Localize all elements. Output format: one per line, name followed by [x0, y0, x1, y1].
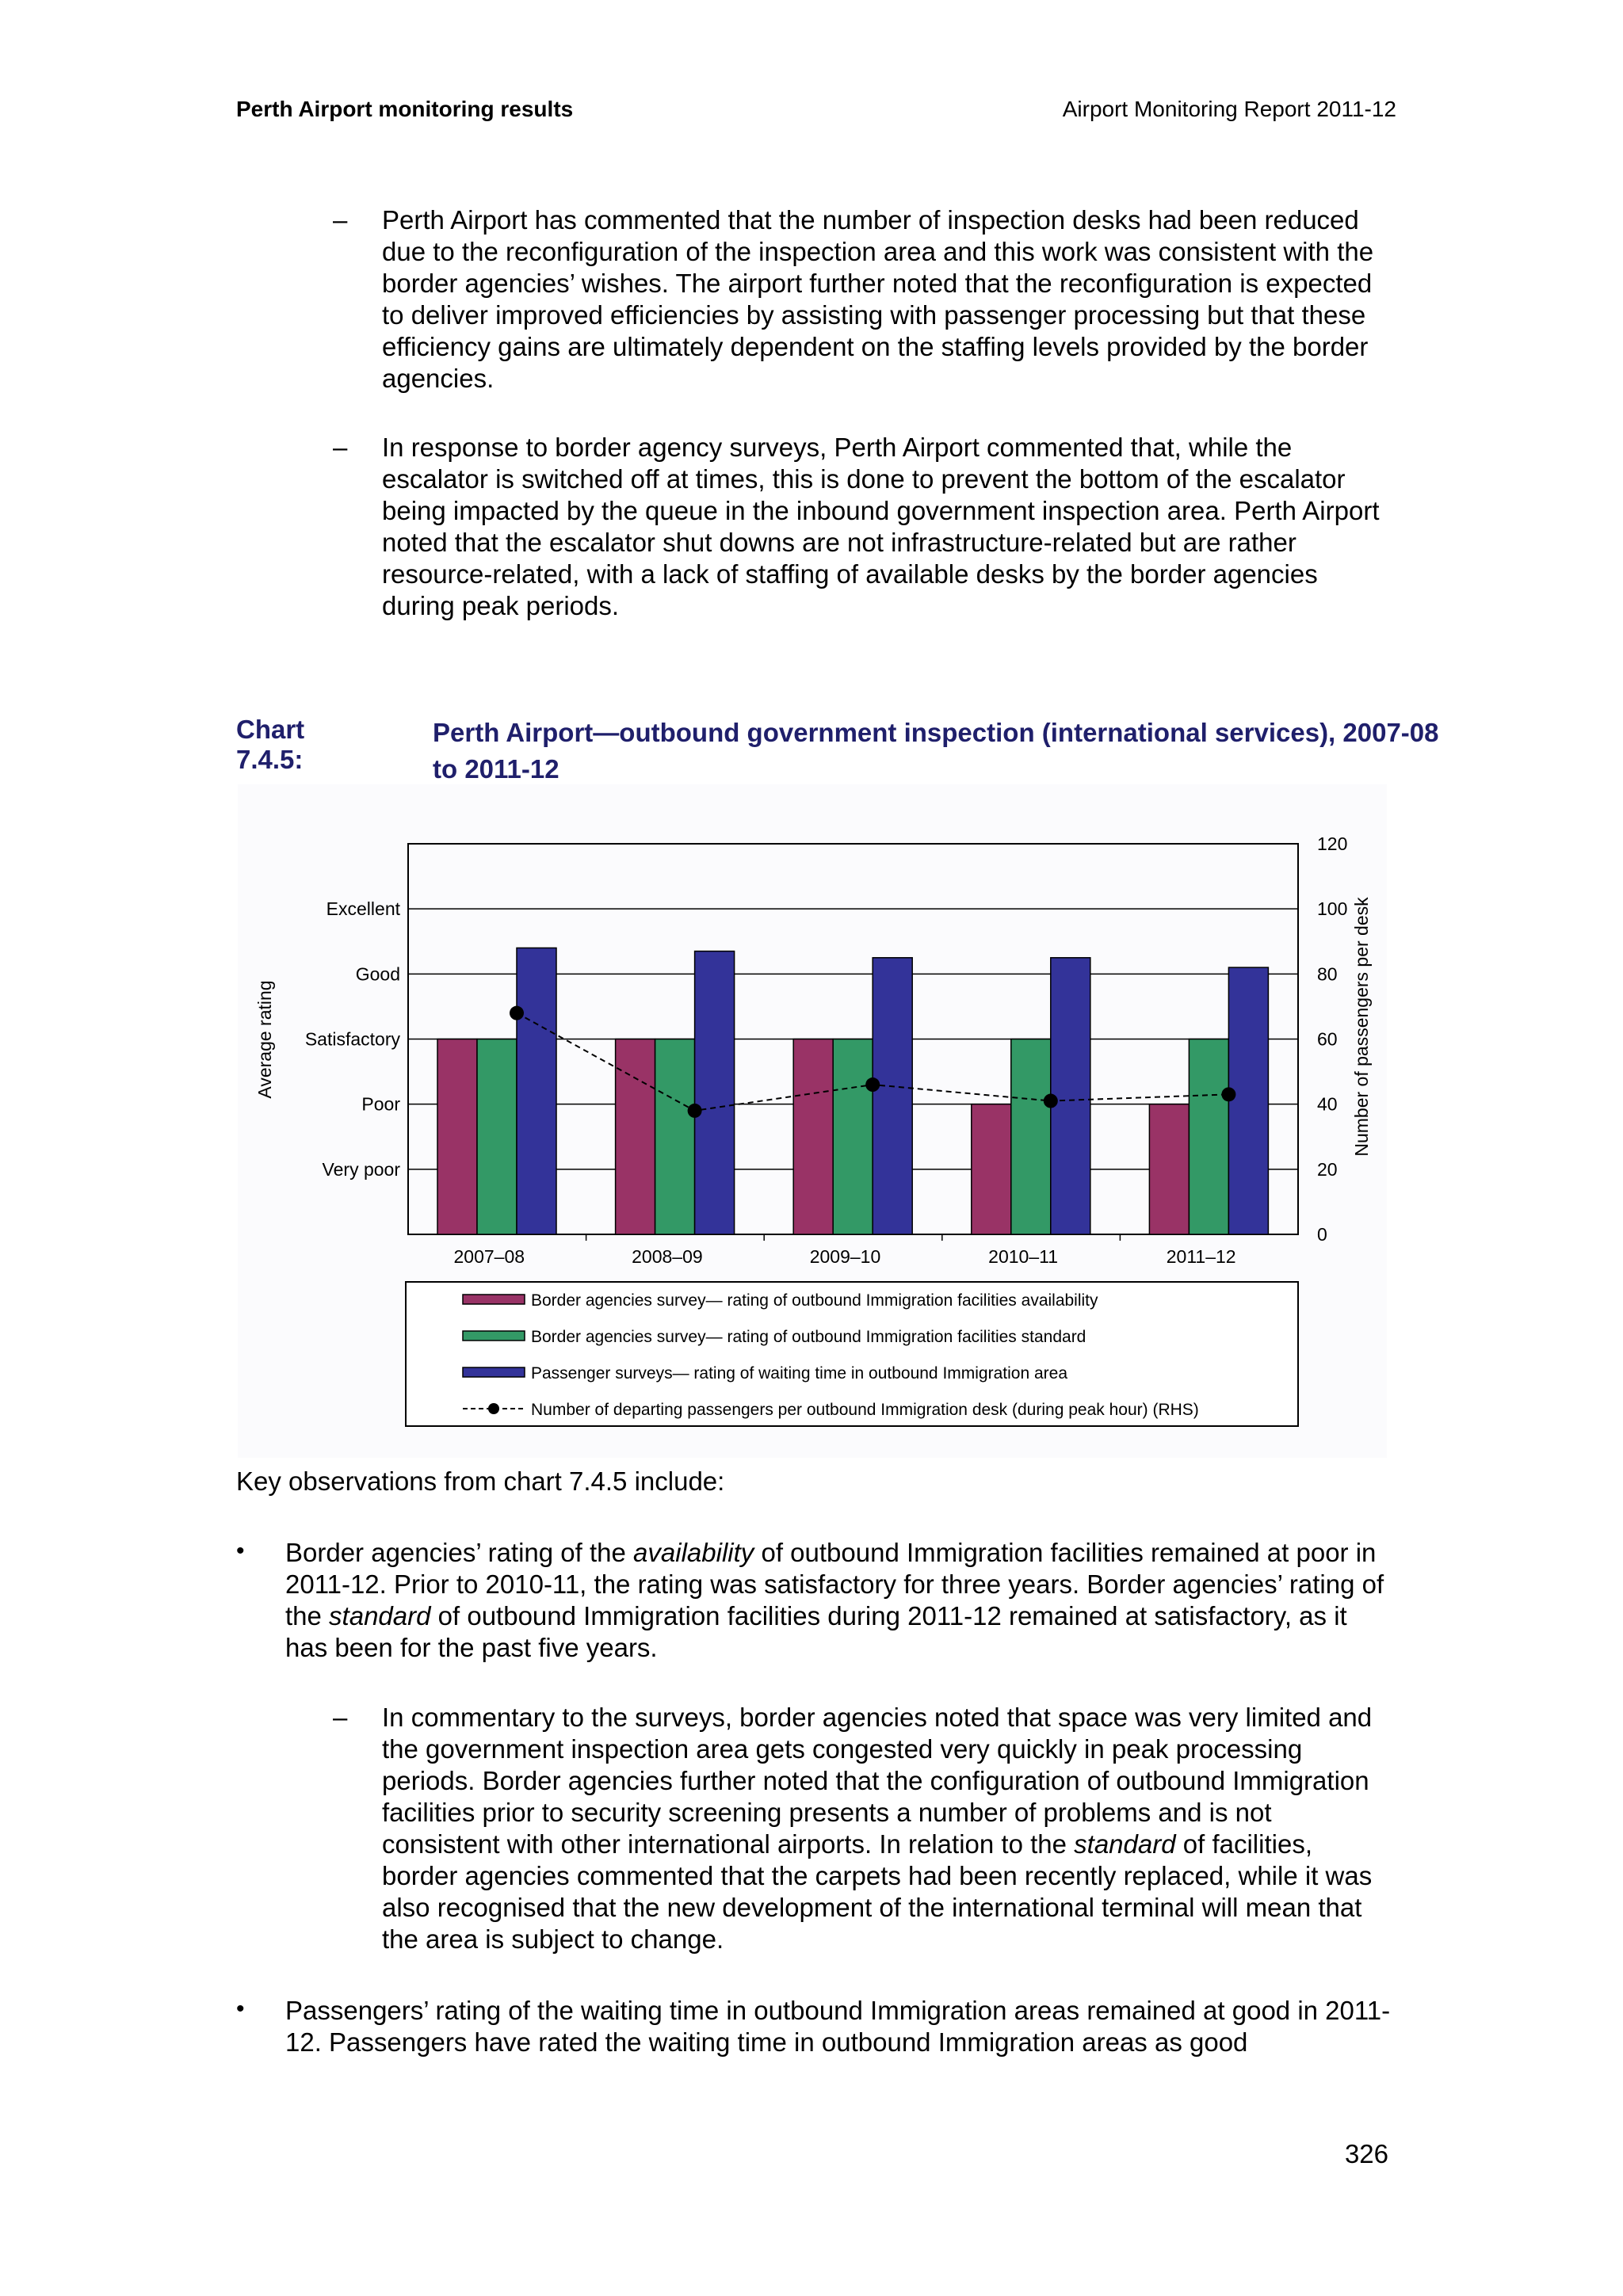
y-tick-label: Poor — [361, 1093, 400, 1115]
y2-tick-label: 40 — [1317, 1093, 1338, 1115]
y-tick-label: Very poor — [322, 1158, 400, 1180]
dash-mark: – — [333, 433, 348, 462]
y-tick-label: Good — [355, 963, 400, 985]
legend-label: Passenger surveys— rating of waiting time in outbound Immigration area — [531, 1364, 1068, 1383]
page-number: 326 — [1344, 2139, 1388, 2168]
bar-2 — [655, 1039, 695, 1235]
line-point — [1044, 1094, 1058, 1108]
bar-2 — [477, 1039, 517, 1235]
text-run: of outbound Immigration facilities during 2011-12 remained at satisfactory, as it has been for the past five years. — [285, 1601, 1347, 1662]
bullet-item-text: Passengers’ rating of the waiting time in outbound Immigration areas remained at good in 2011-12. Passengers have rated the waiting time in outbound Immigration areas as good — [285, 1996, 1391, 2057]
bar-3 — [695, 952, 735, 1234]
line-point — [865, 1077, 880, 1092]
bar-3 — [517, 948, 556, 1234]
x-tick-label: 2011–12 — [1166, 1246, 1236, 1267]
x-tick-label: 2009–10 — [809, 1246, 881, 1267]
bar-2 — [1189, 1039, 1228, 1235]
bullet-mark: • — [236, 1996, 245, 2022]
legend-swatch — [463, 1367, 525, 1377]
dash-item-text — [382, 1702, 1387, 1955]
bar-3 — [1228, 967, 1268, 1234]
dash-item-text: Perth Airport has commented that the number of inspection desks had been reduced due to the reconfiguration of the inspection area and this work was consistent with the border agencies’ wishes. The airport further noted that the reconfiguration is expected to deliver improved efficiencies by assisting with passenger processing but that these efficiency gains are ultimately dependent on the staffing levels provided by the border agencies. — [382, 205, 1374, 393]
y2-tick-label: 120 — [1317, 833, 1348, 854]
line-point — [510, 1006, 524, 1020]
bar-1 — [437, 1039, 477, 1235]
line-point — [688, 1104, 702, 1118]
y2-tick-label: 80 — [1317, 963, 1338, 985]
text-run: of outbound Immigration facilities remained at poor in 2011-12. Prior to 2010-11, the rating was satisfactory for three years. Border agencies’ rating of the — [285, 1538, 1384, 1630]
bar-3 — [873, 958, 912, 1234]
bar-1 — [616, 1039, 655, 1235]
x-tick-label: 2008–09 — [632, 1246, 703, 1267]
legend-swatch — [463, 1331, 525, 1341]
emphasis-availability: availability — [633, 1538, 754, 1567]
dash-item-text: In response to border agency surveys, Perth Airport commented that, while the escalator is switched off at times, this is done to prevent the bottom of the escalator being impacted by the queue in the inbound government inspection area. Perth Airport noted that the escalator shut downs are not infrastructure-related but are rather resource-related, with a lack of staffing of available desks by the border agencies during peak periods. — [382, 433, 1380, 620]
legend-label: Border agencies survey— rating of outbound Immigration facilities availability — [531, 1291, 1098, 1310]
bar-2 — [833, 1039, 873, 1235]
key-observations-intro: Key observations from chart 7.4.5 include: — [236, 1466, 725, 1496]
y-tick-label: Satisfactory — [304, 1028, 400, 1050]
bar-1 — [793, 1039, 833, 1235]
y2-tick-label: 100 — [1317, 898, 1348, 920]
bullet-item-1 — [236, 1537, 1393, 1664]
legend-label: Border agencies survey— rating of outbound Immigration facilities standard — [531, 1328, 1086, 1346]
y2-tick-label: 60 — [1317, 1028, 1338, 1050]
y-axis-label: Average rating — [254, 980, 275, 1099]
emphasis-standard: standard — [1074, 1829, 1176, 1859]
text-run: of facilities, border agencies commented that the carpets had been recently replaced, while it was also recognised that the new development of the international terminal will mean that the area is subject to change. — [382, 1829, 1373, 1954]
x-tick-label: 2007–08 — [453, 1246, 525, 1267]
bar-3 — [1051, 958, 1090, 1234]
dash-item-3 — [333, 1702, 1387, 1955]
dash-mark: – — [333, 1703, 348, 1732]
x-tick-label: 2010–11 — [988, 1246, 1059, 1267]
dash-item-1 — [333, 204, 1387, 395]
chart — [0, 800, 1623, 1482]
bullet-item-text — [285, 1537, 1393, 1664]
dash-mark: – — [333, 205, 348, 235]
legend-swatch — [463, 1295, 525, 1304]
running-header-left: Perth Airport monitoring results — [236, 97, 574, 121]
bullet-item-2 — [236, 1995, 1393, 2058]
y2-tick-label: 20 — [1317, 1158, 1338, 1180]
y2-tick-label: 0 — [1317, 1224, 1327, 1245]
emphasis-standard: standard — [329, 1601, 431, 1630]
line-point — [1221, 1087, 1235, 1101]
bar-1 — [972, 1104, 1011, 1234]
legend-marker — [488, 1403, 499, 1414]
bar-2 — [1011, 1039, 1051, 1235]
dash-item-2 — [333, 432, 1387, 622]
bar-1 — [1149, 1104, 1189, 1234]
chart-number: Chart 7.4.5: — [236, 715, 305, 774]
chart-title: Perth Airport—outbound government inspection (international services), 2007-08 to 2011-12 — [433, 718, 1439, 784]
bullet-mark: • — [236, 1538, 245, 1564]
text-run: Border agencies’ rating of the — [285, 1538, 634, 1567]
legend-label: Number of departing passengers per outbound Immigration desk (during peak hour) (RHS) — [531, 1401, 1199, 1419]
y-tick-label: Excellent — [326, 898, 400, 920]
text-run: In commentary to the surveys, border agencies noted that space was very limited and the government inspection area gets congested very quickly in peak processing periods. Border agencies further noted that the configuration of outbound Immigration facilities prior to security screening presents a number of problems and is not consistent with other international airports. In relation to the — [382, 1703, 1373, 1859]
running-header-right: Airport Monitoring Report 2011-12 — [1062, 97, 1396, 121]
y2-axis-label: Number of passengers per desk — [1351, 897, 1372, 1157]
